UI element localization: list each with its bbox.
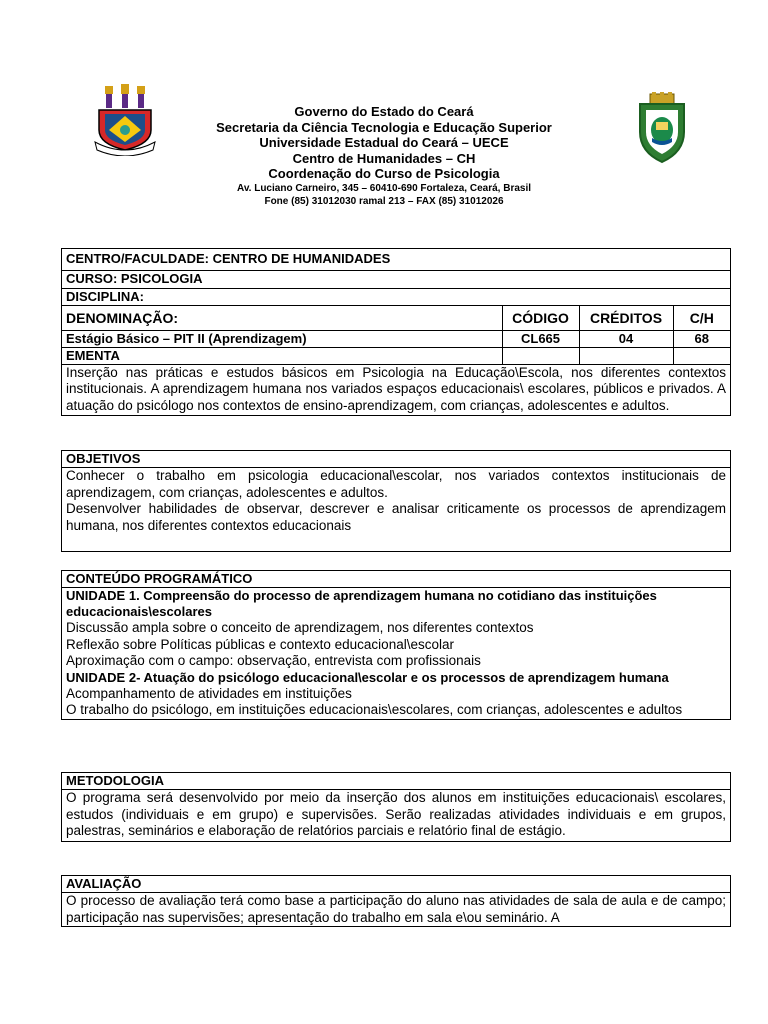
denominacao-value: Estágio Básico – PIT II (Aprendizagem) <box>62 330 502 347</box>
ch-label: C/H <box>673 305 730 330</box>
header-secretariat: Secretaria da Ciência Tecnologia e Educação Superior <box>216 119 552 135</box>
unidade-2-item: Acompanhamento de atividades em instituições <box>66 685 352 701</box>
header-coordination: Coordenação do Curso de Psicologia <box>268 166 500 181</box>
conteudo-section <box>61 570 731 720</box>
objetivos-section <box>61 450 731 552</box>
unidade-1-item: Discussão ampla sobre o conceito de aprendizagem, nos diferentes contextos <box>66 620 534 635</box>
header-university: Universidade Estadual do Ceará – UECE <box>259 135 509 150</box>
unidade-1-item: Reflexão sobre Políticas públicas e contexto educacional\escolar <box>66 636 454 652</box>
course-info-table <box>61 248 731 416</box>
unidade-2-item: O trabalho do psicólogo, em instituições educacionais\escolares, com crianças, adolescentes e adultos <box>66 702 683 717</box>
unidade-1-item: Aproximação com o campo: observação, entrevista com profissionais <box>66 653 481 668</box>
ementa-label: EMENTA <box>62 347 502 364</box>
denominacao-label: DENOMINAÇÃO: <box>62 305 502 330</box>
avaliacao-section <box>61 875 731 927</box>
header-address: Av. Luciano Carneiro, 345 – 60410-690 Fortaleza, Ceará, Brasil <box>236 182 532 194</box>
header-phone: Fone (85) 31012030 ramal 213 – FAX (85) 31012026 <box>264 195 504 207</box>
ch-value: 68 <box>673 330 730 347</box>
avaliacao-title: AVALIAÇÃO <box>62 876 730 893</box>
empty-cell <box>579 347 673 364</box>
empty-cell <box>673 347 730 364</box>
document-header <box>150 104 618 208</box>
codigo-value: CL665 <box>502 330 579 347</box>
codigo-label: CÓDIGO <box>502 305 579 330</box>
disciplina-label: DISCIPLINA: <box>62 288 730 305</box>
objetivos-paragraph-1: Conhecer o trabalho em psicologia educacional\escolar, nos variados contextos institucionais de aprendizagem, com crianças, adolescentes e adultos. <box>66 468 726 500</box>
uece-crest-logo <box>93 84 157 156</box>
conteudo-title: CONTEÚDO PROGRAMÁTICO <box>62 571 730 588</box>
centro-label: CENTRO/FACULDADE: CENTRO DE HUMANIDADES <box>66 251 391 267</box>
ementa-text: Inserção nas práticas e estudos básicos em Psicologia na Educação\Escola, nos diferentes contextos institucionais. A aprendizagem humana nos variados espaços educacionais\ escolares, públicos e privados. A atuação do psicólogo nos contextos de ensino-aprendizagem, com crianças, adolescentes e adultos. <box>62 364 730 415</box>
creditos-label: CRÉDITOS <box>579 305 673 330</box>
empty-cell <box>502 347 579 364</box>
header-government: Governo do Estado do Ceará <box>294 104 474 119</box>
objetivos-title: OBJETIVOS <box>62 451 730 468</box>
avaliacao-text: O processo de avaliação terá como base a participação do aluno nas atividades de sala de aula e de campo; participação nas supervisões; apresentação do trabalho em sala e\ou seminário. A <box>66 893 726 925</box>
metodologia-text: O programa será desenvolvido por meio da inserção dos alunos em instituições educacionais\ escolares, estudos (individuais e em grupo) e supervisões. Serão realizadas atividades individuais e em grupos, palestras, seminários e elaboração de relatórios parciais e relatório final de estágio. <box>66 790 726 838</box>
header-center: Centro de Humanidades – CH <box>292 150 476 166</box>
objetivos-paragraph-2: Desenvolver habilidades de observar, descrever e analisar criticamente os processos de aprendizagem humana, nos diferentes contextos educacionais <box>66 501 726 533</box>
unidade-1-title: UNIDADE 1. Compreensão do processo de aprendizagem humana no cotidiano das instituições educacionais\escolares <box>66 588 657 619</box>
metodologia-section <box>61 772 731 842</box>
creditos-value: 04 <box>579 330 673 347</box>
curso-label: CURSO: PSICOLOGIA <box>62 270 730 288</box>
metodologia-title: METODOLOGIA <box>62 773 730 790</box>
unidade-2-title: UNIDADE 2- Atuação do psicólogo educacional\escolar e os processos de aprendizagem humana <box>66 669 669 685</box>
ceara-coat-of-arms-logo <box>636 92 688 164</box>
